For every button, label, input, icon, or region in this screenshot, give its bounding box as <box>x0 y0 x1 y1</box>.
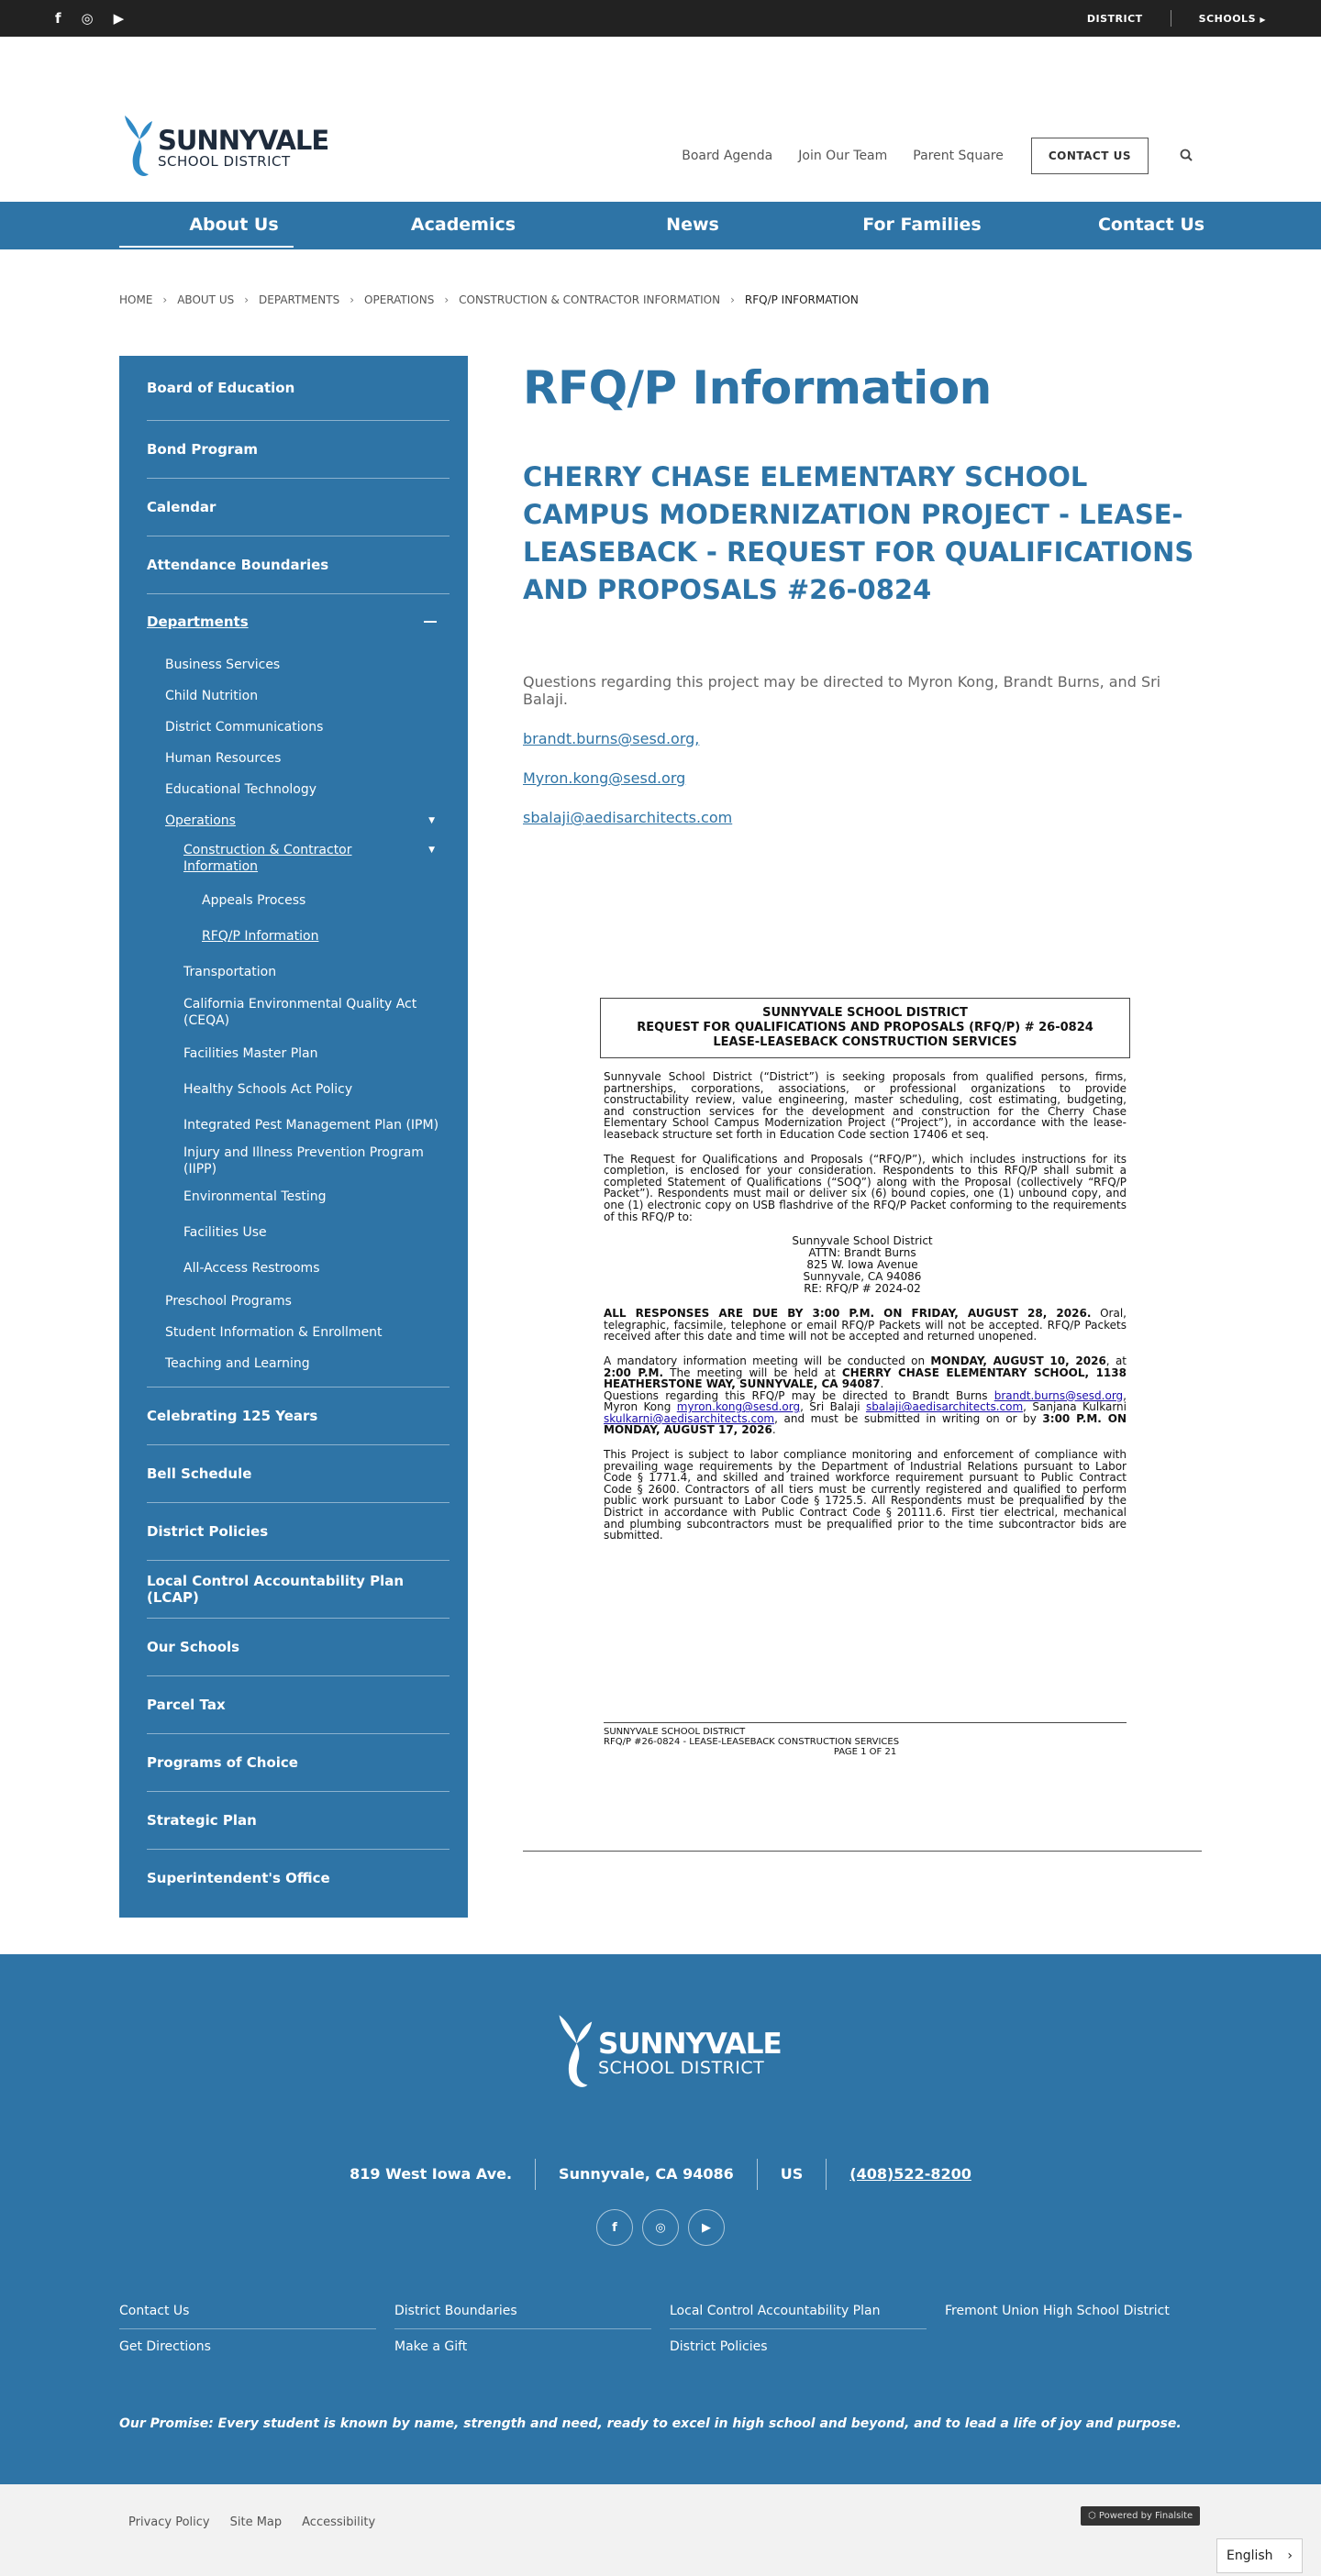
nav-for-families[interactable]: For Families <box>862 215 982 235</box>
email-link-sbalaji[interactable]: sbalaji@aedisarchitects.com <box>523 809 733 826</box>
board-agenda-link[interactable]: Board Agenda <box>682 149 773 163</box>
sidebar-subitem-educational-technology[interactable]: Educational Technology <box>165 782 317 797</box>
schools-dropdown[interactable] <box>1199 13 1266 25</box>
promise-statement: Our Promise: Every student is known by name, strength and need, ready to excel in high school and beyond, and to lead a life of joy and purpose. <box>119 2416 1182 2431</box>
sidebar-subitem-environmental-testing[interactable]: Environmental Testing <box>183 1188 327 1204</box>
collapse-icon[interactable] <box>424 621 437 623</box>
caret-down-icon[interactable]: ▼ <box>428 846 435 855</box>
document-heading: REQUEST FOR QUALIFICATIONS AND PROPOSALS (RFQ/P) # 26-0824 <box>637 1021 1093 1034</box>
sidebar-item-departments[interactable] <box>147 594 450 649</box>
sidebar-subitem-ceqa[interactable]: California Environmental Quality Act (CEQA) <box>183 997 417 1028</box>
document-text: , and must be submitted in writing on or by <box>774 1411 1043 1425</box>
document-text: , at <box>1105 1354 1127 1367</box>
footer-link-make-a-gift[interactable]: Make a Gift <box>394 2339 468 2354</box>
document-paragraph <box>604 1390 1127 1436</box>
footer-logo[interactable] <box>550 2009 782 2097</box>
footer-social <box>596 2209 725 2246</box>
sidebar-subitem-transportation[interactable]: Transportation <box>183 964 277 979</box>
sidebar-item-calendar[interactable]: Calendar <box>147 479 450 536</box>
breadcrumb-construction[interactable]: CONSTRUCTION & CONTRACTOR INFORMATION <box>459 293 721 306</box>
document-text: The meeting will be held at <box>663 1365 842 1379</box>
breadcrumb-home[interactable]: HOME <box>119 293 153 306</box>
document-email-link[interactable]: brandt.burns@sesd.org <box>994 1388 1124 1402</box>
sunnyvale-leaf-icon <box>117 112 156 183</box>
caret-down-icon[interactable]: ▼ <box>428 816 435 825</box>
footer-city: Sunnyvale, CA 94086 <box>536 2159 758 2190</box>
utility-social <box>55 0 124 37</box>
page-title: RFQ/P Information <box>523 361 992 415</box>
join-our-team-link[interactable]: Join Our Team <box>798 149 888 163</box>
sidebar-item-superintendents-office[interactable]: Superintendent's Office <box>147 1870 330 1886</box>
nav-academics[interactable]: Academics <box>410 215 516 235</box>
email-link-brandt[interactable]: brandt.burns@sesd.org, <box>523 730 700 747</box>
logo-line-1: SUNNYVALE <box>158 125 329 156</box>
caret-right-icon: ▶ <box>1260 15 1266 24</box>
nav-contact-us[interactable]: Contact Us <box>1097 215 1205 235</box>
footer-logo-line-1: SUNNYVALE <box>598 2028 782 2061</box>
document-footer <box>604 1722 1127 1757</box>
chevron-right-icon: › <box>350 293 355 306</box>
sidebar-subitem-student-information[interactable]: Student Information & Enrollment <box>165 1325 383 1340</box>
divider <box>523 1851 1202 1852</box>
sidebar-subitem-district-communications[interactable]: District Communications <box>165 720 324 735</box>
address-line: ATTN: Brandt Burns <box>808 1246 916 1260</box>
header-nav <box>656 138 1193 174</box>
footer-links <box>119 2294 1202 2364</box>
document-text: , Sri Balaji <box>800 1400 866 1414</box>
district-link[interactable]: DISTRICT <box>1086 12 1143 25</box>
document-paragraph: This Project is subject to labor compliance monitoring and enforcement of compliance with prevailing wage requirements by the Department of Industrial Relations pursuant to Labor Code § 1771.4, and skilled and trained workforce requirement pursuant to Public Contract Code § 2600. Contractors of all tiers must be currently registered and qualified to perform public work pursuant to Labor Code § 1725.5. All Respondents must be prequalified by the District in accordance with Public Contract Code § 20111.6. First tier electrical, mechanical and plumbing subcontractors must be prequalified prior to the time subcontractor bids are submitted. <box>604 1448 1127 1542</box>
footer-link-lcap[interactable]: Local Control Accountability Plan <box>670 2294 927 2329</box>
document-text: A mandatory information meeting will be conducted on <box>604 1354 931 1367</box>
footer-street: 819 West Iowa Ave. <box>327 2159 536 2190</box>
facebook-icon[interactable]: f <box>55 10 61 27</box>
search-icon[interactable] <box>1180 148 1193 165</box>
sidebar-subitem-rfqp-information[interactable]: RFQ/P Information <box>202 928 319 944</box>
document-text: . <box>880 1377 884 1391</box>
meeting-date: MONDAY, AUGUST 10, 2026 <box>930 1354 1106 1367</box>
sidebar-item-label: Departments <box>147 614 249 630</box>
document-header-box <box>600 998 1130 1058</box>
sidebar-item-programs-of-choice[interactable]: Programs of Choice <box>147 1734 450 1792</box>
sidebar-item-parcel-tax[interactable]: Parcel Tax <box>147 1676 450 1734</box>
due-date-text: ALL RESPONSES ARE DUE BY 3:00 P.M. ON FRIDAY, AUGUST 28, 2026. <box>604 1307 1092 1321</box>
section-sidebar <box>119 356 468 1918</box>
chevron-right-icon: › <box>162 293 168 306</box>
document-footer-line: RFQ/P #26-0824 - LEASE-LEASEBACK CONSTRUCTION SERVICES <box>604 1737 900 1747</box>
sidebar-item-label: Operations <box>165 813 236 828</box>
chevron-right-icon: › <box>244 293 250 306</box>
document-text: , Sanjana Kulkarni <box>1023 1400 1127 1414</box>
sidebar-subitem-iipp[interactable]: Injury and Illness Prevention Program (IIPP) <box>183 1144 424 1177</box>
youtube-icon[interactable]: ▶ <box>688 2209 725 2246</box>
breadcrumb <box>119 293 859 306</box>
footer-link-district-boundaries[interactable]: District Boundaries <box>394 2294 651 2329</box>
document-preview <box>596 998 1128 1786</box>
sidebar-item-celebrating-125[interactable]: Celebrating 125 Years <box>147 1388 450 1445</box>
document-email-link[interactable]: skulkarni@aedisarchitects.com <box>604 1411 775 1425</box>
sidebar-item-strategic-plan[interactable]: Strategic Plan <box>147 1792 450 1850</box>
sidebar-subitem-facilities-use[interactable]: Facilities Use <box>183 1224 267 1240</box>
sidebar-subitem-ipm[interactable]: Integrated Pest Management Plan (IPM) <box>183 1117 439 1133</box>
document-paragraph: The Request for Qualifications and Proposals (“RFQ/P”), which includes instructions for its completion, is enclosed for your consideration. Respondents to this RFQ/P shall submit a completed Statement of Qualifications (“SOQ”) along with the Proposal (collectively “RFQ/P Packet”). Respondents must mail or deliver six (6) bound copies, one (1) unbound copy, and one (1) electronic copy on USB flashdrive of the RFQ/P Packet conforming to the requirements of this RFQ/P to: <box>604 1152 1127 1223</box>
sidebar-item-label: Construction & Contractor Information <box>183 843 352 874</box>
document-page-number: PAGE 1 OF 21 <box>833 1747 897 1757</box>
email-link-myron[interactable]: Myron.kong@sesd.org <box>523 769 686 787</box>
project-heading: CHERRY CHASE ELEMENTARY SCHOOL CAMPUS MODERNIZATION PROJECT - LEASE-LEASEBACK - REQUEST FOR QUALIFICATIONS AND PROPOSALS #26-0824 <box>523 461 1194 605</box>
breadcrumb-about-us[interactable]: ABOUT US <box>177 293 235 306</box>
sidebar-item-board-of-education[interactable]: Board of Education <box>147 356 450 421</box>
breadcrumb-operations[interactable]: OPERATIONS <box>364 293 435 306</box>
youtube-icon[interactable]: ▶ <box>113 10 125 27</box>
site-map-link[interactable]: Site Map <box>229 2515 283 2529</box>
powered-by-label: Powered by Finalsite <box>1098 2511 1193 2521</box>
site-header <box>0 37 1321 202</box>
sidebar-subitem-healthy-schools[interactable]: Healthy Schools Act Policy <box>183 1081 353 1097</box>
instagram-icon[interactable]: ◎ <box>81 10 94 27</box>
sidebar-item-our-schools[interactable]: Our Schools <box>147 1619 450 1676</box>
privacy-policy-link[interactable]: Privacy Policy <box>128 2515 210 2529</box>
chevron-right-icon: › <box>444 293 450 306</box>
breadcrumb-departments[interactable]: DEPARTMENTS <box>259 293 340 306</box>
address-line: RE: RFQ/P # 2024-02 <box>804 1282 921 1296</box>
meeting-place: CHERRY CHASE ELEMENTARY SCHOOL, 1138 HEATHERSTONE WAY, SUNNYVALE, CA 94087 <box>604 1365 1127 1391</box>
site-footer <box>0 1954 1321 2484</box>
facebook-icon[interactable]: f <box>596 2209 633 2246</box>
footer-link-contact-us[interactable]: Contact Us <box>119 2294 376 2329</box>
legal-bar <box>0 2484 1321 2576</box>
main-nav <box>0 202 1321 249</box>
document-heading: SUNNYVALE SCHOOL DISTRICT <box>762 1006 968 1020</box>
document-text: . <box>772 1423 776 1437</box>
document-text: , Myron Kong <box>604 1388 1127 1414</box>
document-footer-line: SUNNYVALE SCHOOL DISTRICT <box>604 1727 746 1737</box>
sidebar-subitem-teaching-learning[interactable]: Teaching and Learning <box>165 1356 310 1371</box>
footer-link-district-policies[interactable]: District Policies <box>670 2339 768 2354</box>
document-email-link[interactable]: sbalaji@aedisarchitects.com <box>865 1400 1024 1414</box>
logo-line-2: SCHOOL DISTRICT <box>158 153 291 170</box>
footer-address <box>0 2159 1321 2190</box>
sidebar-item-lcap[interactable]: Local Control Accountability Plan (LCAP) <box>147 1561 450 1619</box>
footer-link-fuhsd[interactable]: Fremont Union High School District <box>945 2304 1170 2318</box>
nav-news[interactable]: News <box>666 215 719 235</box>
breadcrumb-current: RFQ/P INFORMATION <box>744 293 859 306</box>
sidebar-subitem-all-access-restrooms[interactable]: All-Access Restrooms <box>183 1260 320 1276</box>
language-selector[interactable] <box>1216 2538 1303 2573</box>
schools-label: SCHOOLS <box>1198 12 1256 25</box>
document-text: Oral, telegraphic, facsimile, telephone or email RFQ/P Packets will not be accepted. RFQ/P Packets received after this date and time will not be accepted and returned unopened. <box>604 1307 1127 1343</box>
sidebar-item-bell-schedule[interactable]: Bell Schedule <box>147 1445 450 1503</box>
sidebar-subitem-preschool[interactable]: Preschool Programs <box>165 1294 292 1309</box>
document-paragraph <box>604 1308 1127 1343</box>
utility-bar <box>0 0 1321 37</box>
footer-link-get-directions[interactable]: Get Directions <box>119 2339 211 2354</box>
sidebar-subitem-operations[interactable] <box>147 805 450 836</box>
document-paragraph <box>604 1355 1127 1390</box>
sidebar-subitem-business-services[interactable]: Business Services <box>165 658 281 672</box>
finalsite-icon: ⬡ <box>1088 2511 1096 2521</box>
footer-country: US <box>758 2159 827 2190</box>
contact-us-button[interactable]: CONTACT US <box>1031 138 1149 174</box>
parent-square-link[interactable]: Parent Square <box>913 149 1004 163</box>
chevron-right-icon: › <box>1287 2548 1293 2563</box>
sidebar-item-bond-program[interactable]: Bond Program <box>147 421 450 479</box>
address-line: 825 W. Iowa Avenue <box>806 1258 918 1272</box>
instagram-icon[interactable]: ◎ <box>642 2209 679 2246</box>
sidebar-subitem-human-resources[interactable]: Human Resources <box>165 751 282 766</box>
sidebar-item-attendance-boundaries[interactable]: Attendance Boundaries <box>147 536 450 594</box>
document-paragraph: Sunnyvale School District (“District”) is seeking proposals from qualified persons, firms, partnerships, corporations, associations, or professional organizations to provide constructability review, value engineering, master scheduling, cost estimating, budgeting, and construction services for the development and construction for the Cherry Chase Elementary School Campus Modernization Project (“Project”), in accordance with the lease-leaseback structure set forth in Education Code section 17406 et seq. <box>604 1070 1127 1141</box>
chevron-right-icon: › <box>730 293 735 306</box>
sunnyvale-leaf-icon <box>550 2009 596 2097</box>
main-content <box>523 356 1202 1757</box>
address-line: Sunnyvale, CA 94086 <box>803 1270 922 1284</box>
intro-text: Questions regarding this project may be directed to Myron Kong, Brandt Burns, and Sri Balaji. <box>523 673 1161 708</box>
accessibility-link[interactable]: Accessibility <box>302 2515 376 2529</box>
footer-phone-link[interactable]: (408)522-8200 <box>849 2165 971 2183</box>
questions-deadline: 3:00 P.M. ON MONDAY, AUGUST 17, 2026 <box>604 1411 1127 1437</box>
sidebar-subitem-facilities-master-plan[interactable]: Facilities Master Plan <box>183 1045 318 1061</box>
meeting-time: 2:00 P.M. <box>604 1365 664 1379</box>
address-line: Sunnyvale School District <box>792 1234 933 1248</box>
sidebar-subitem-child-nutrition[interactable]: Child Nutrition <box>165 689 259 703</box>
footer-logo-line-2: SCHOOL DISTRICT <box>598 2058 765 2078</box>
document-heading: LEASE-LEASEBACK CONSTRUCTION SERVICES <box>713 1035 1017 1049</box>
sidebar-item-district-policies[interactable]: District Policies <box>147 1503 450 1561</box>
language-label: English <box>1227 2548 1273 2563</box>
sidebar-subitem-construction[interactable] <box>147 836 450 882</box>
sidebar-subitem-appeals-process[interactable]: Appeals Process <box>202 892 306 908</box>
nav-about-us[interactable]: About Us <box>119 202 349 249</box>
document-address <box>596 1235 1128 1295</box>
document-text: Questions regarding this RFQ/P may be directed to Brandt Burns <box>604 1388 994 1402</box>
site-logo[interactable] <box>117 112 328 183</box>
document-email-link[interactable]: myron.kong@sesd.org <box>676 1400 801 1414</box>
powered-by-badge[interactable] <box>1081 2506 1200 2526</box>
